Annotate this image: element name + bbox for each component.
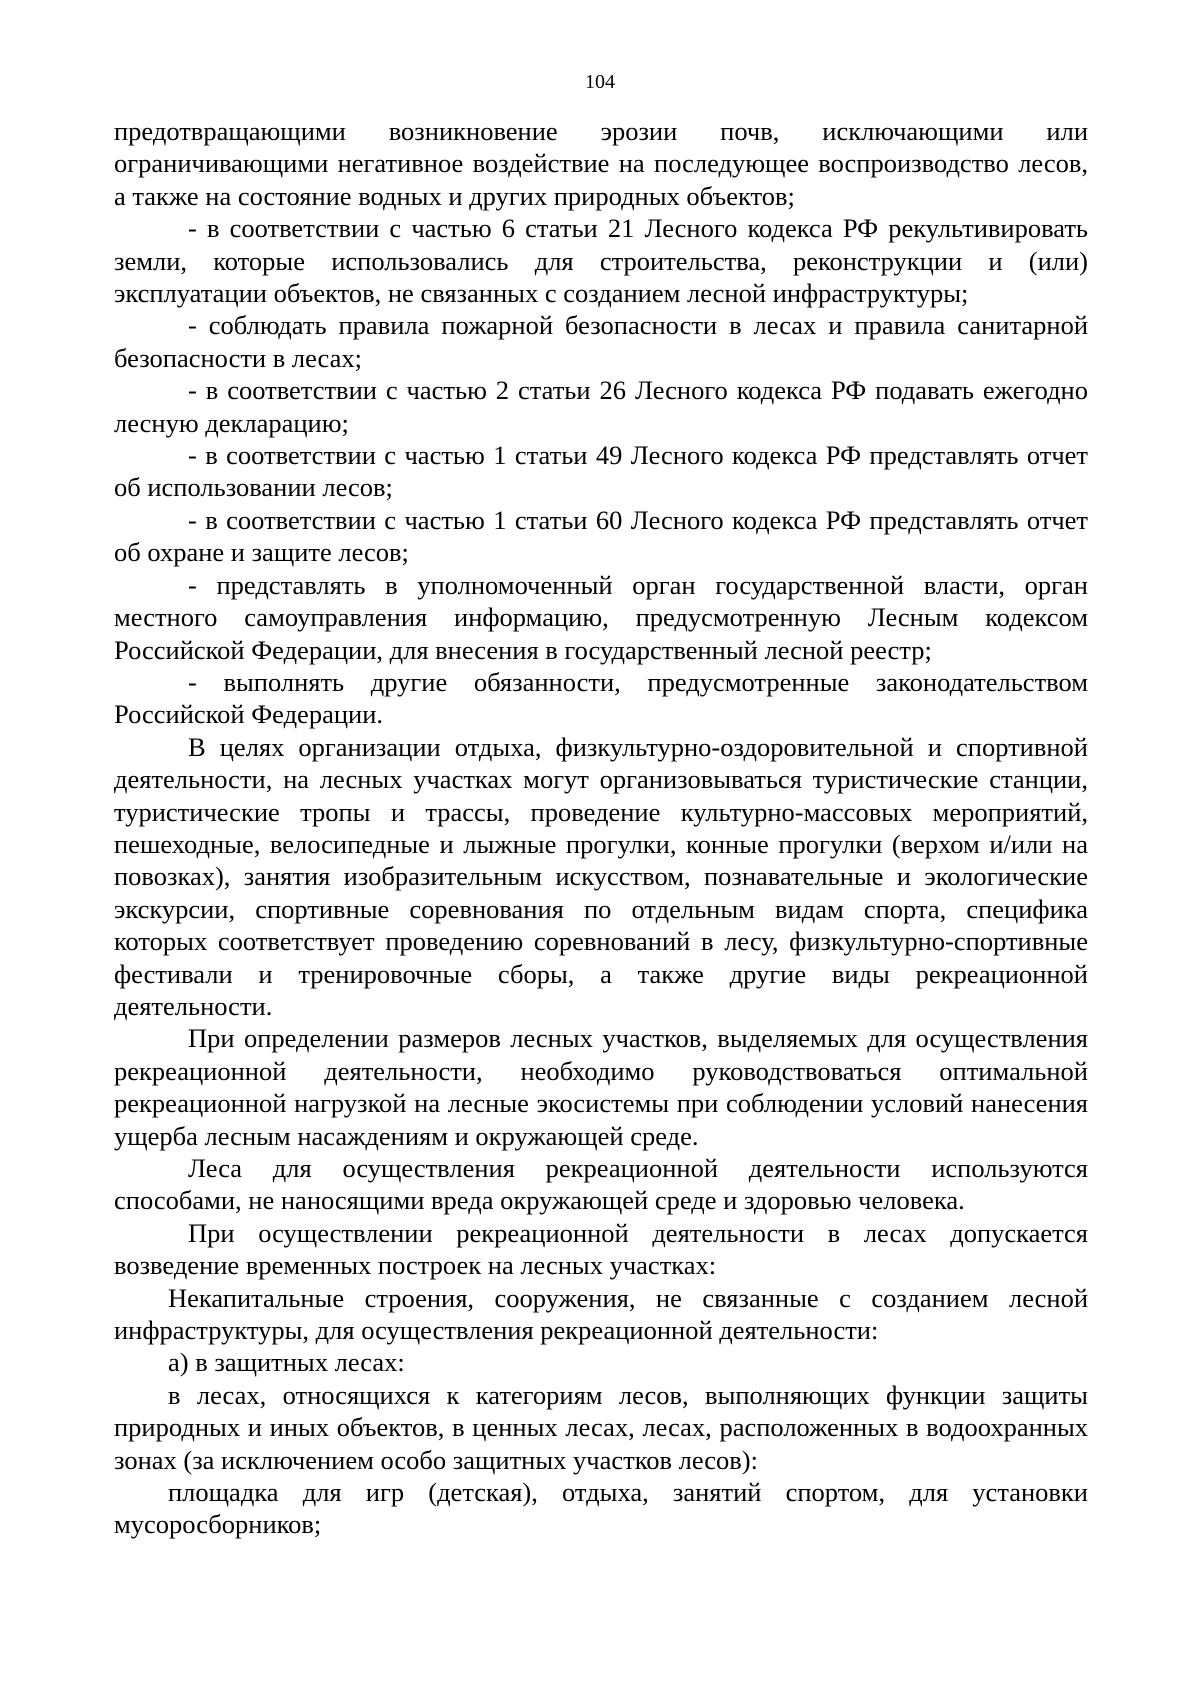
- paragraph-4: - в соответствии с частью 2 статьи 26 Лесного кодекса РФ подавать ежегодно лесную декларацию;: [114, 375, 1088, 438]
- paragraph-8: - выполнять другие обязанности, предусмотренные законодательством Российской Федерации.: [114, 666, 1088, 730]
- paragraph-7: - представлять в уполномоченный орган государственной власти, орган местного самоуправления информацию, предусмотренную Лесным кодексом Российской Федерации, для внесения в государственный лесной реестр;: [114, 569, 1088, 665]
- paragraph-15: в лесах, относящихся к категориям лесов, выполняющих функции защиты природных и иных объектов, в ценных лесах, лесах, расположенных в водоохранных зонах (за исключением особо защитных участков лесов):: [114, 1379, 1088, 1475]
- paragraph-10: При определении размеров лесных участков, выделяемых для осуществления рекреационной деятельности, необходимо руководствоваться оптимальной рекреационной нагрузкой на лесные экосистемы при соблюдении условий нанесения ущерба лесным насаждениям и окружающей среде.: [114, 1023, 1088, 1151]
- paragraph-1: предотвращающими возникновение эрозии почв, исключающими или ограничивающими негативное воздействие на последующее воспроизводство лесов, а также на состояние водных и других природных объектов;: [114, 116, 1088, 211]
- paragraph-16: площадка для игр (детская), отдыха, занятий спортом, для установки мусоросборников;: [114, 1477, 1088, 1540]
- paragraph-13: Некапитальные строения, сооружения, не связанные с созданием лесной инфраструктуры, для осуществления рекреационной деятельности:: [114, 1282, 1088, 1346]
- paragraph-6: - в соответствии с частью 1 статьи 60 Лесного кодекса РФ представлять отчет об охране и защите лесов;: [114, 504, 1088, 568]
- paragraph-12: При осуществлении рекреационной деятельности в лесах допускается возведение временных построек на лесных участках:: [114, 1217, 1088, 1281]
- paragraph-2: - в соответствии с частью 6 статьи 21 Лесного кодекса РФ рекультивировать земли, которые использовались для строительства, реконструкции и (или) эксплуатации объектов, не связанных с созданием лесной инфраструктуры;: [114, 213, 1088, 309]
- body-text: [114, 115, 1088, 1541]
- paragraph-11: Леса для осуществления рекреационной деятельности используются способами, не наносящими вреда окружающей среде и здоровью человека.: [114, 1153, 1088, 1216]
- paragraph-14: а) в защитных лесах:: [168, 1347, 405, 1378]
- page-number: 104: [585, 71, 615, 93]
- paragraph-9: В целях организации отдыха, физкультурно-оздоровительной и спортивной деятельности, на лесных участках могут организовываться туристические станции, туристические тропы и трассы, проведение культурно-массовых мероприятий, пешеходные, велосипедные и лыжные прогулки, конные прогулки (верхом и/или на повозках), занятия изобразительным искусством, познавательные и экологические экскурсии, спортивные соревнования по отдельным видам спорта, специфика которых соответствует проведению соревнований в лесу, физкультурно-спортивные фестивали и тренировочные сборы, а также другие виды рекреационной деятельности.: [114, 731, 1088, 1021]
- paragraph-3: - соблюдать правила пожарной безопасности в лесах и правила санитарной безопасности в лесах;: [114, 310, 1088, 373]
- paragraph-5: - в соответствии с частью 1 статьи 49 Лесного кодекса РФ представлять отчет об использовании лесов;: [114, 440, 1088, 503]
